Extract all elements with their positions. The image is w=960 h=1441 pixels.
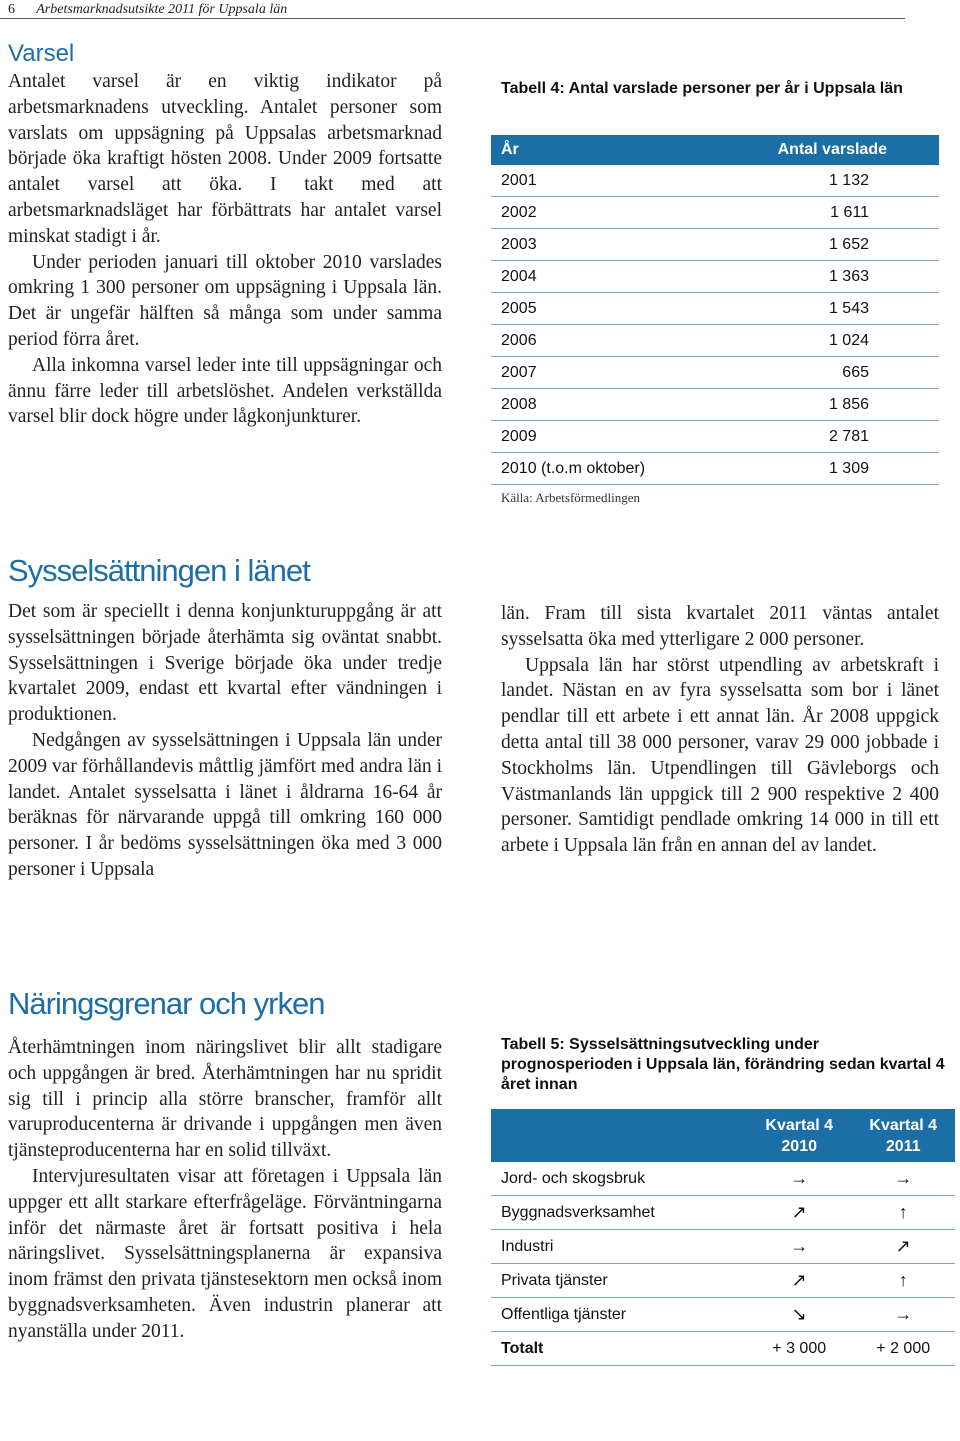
cell: 665 xyxy=(710,357,939,389)
cell: 2008 xyxy=(491,389,710,421)
syssel-right-text xyxy=(501,601,939,859)
naring-heading: Näringsgrenar och yrken xyxy=(8,986,325,1021)
page-number: 6 xyxy=(8,2,15,17)
cell: 2001 xyxy=(491,165,710,197)
cell: 1 856 xyxy=(710,389,939,421)
trend-icon: ↘ xyxy=(747,1298,851,1332)
table-row xyxy=(491,1298,955,1332)
cell: 2009 xyxy=(491,421,710,453)
trend-icon: ↗ xyxy=(851,1230,955,1264)
table-row xyxy=(491,293,939,325)
table-row xyxy=(491,389,939,421)
cell: Privata tjänster xyxy=(491,1264,747,1298)
cell: 2 781 xyxy=(710,421,939,453)
table-row xyxy=(491,325,939,357)
cell: 2002 xyxy=(491,197,710,229)
cell: 1 652 xyxy=(710,229,939,261)
table-row xyxy=(491,1162,955,1196)
cell: 1 309 xyxy=(710,453,939,485)
table4 xyxy=(491,135,939,485)
column-header xyxy=(491,1109,747,1162)
cell: 1 132 xyxy=(710,165,939,197)
table-row xyxy=(491,165,939,197)
cell: + 3 000 xyxy=(747,1332,851,1366)
table5 xyxy=(491,1109,955,1366)
table-row xyxy=(491,1230,955,1264)
running-title: Arbetsmarknadsutsikte 2011 för Uppsala län xyxy=(36,2,288,17)
table-header-row xyxy=(491,135,939,165)
table-row xyxy=(491,261,939,293)
paragraph: Uppsala län har störst utpendling av arbetskraft i landet. Nästan en av fyra sysselsatta som bor i länet pendlar till ett arbete i ett annat län. År 2008 uppgick detta antal till 38 000 personer, varav 29 000 jobbade i Stockholms län. Utpendlingen till Gävleborgs och Västmanlands län uppgick till 2 900 respektive 2 400 personer. Samtidigt pendlade omkring 14 000 in till ett arbete i Uppsala län från en annan del av landet. xyxy=(501,654,939,857)
table-row xyxy=(491,1264,955,1298)
cell: 2007 xyxy=(491,357,710,389)
table-header-row xyxy=(491,1109,955,1162)
table-total-row xyxy=(491,1332,955,1366)
column-header: Kvartal 4 2011 xyxy=(851,1109,955,1162)
paragraph: Återhämtningen inom näringslivet blir allt stadigare och uppgången är bred. Återhämtningen har nu spridit sig till i princip alla större branscher, framför allt varuproducenterna är drivande i uppgången men även tjänsteproducenterna har en solid tillväxt. xyxy=(8,1037,442,1162)
cell: Totalt xyxy=(491,1332,747,1366)
cell: 2010 (t.o.m oktober) xyxy=(491,453,710,485)
trend-icon: → xyxy=(851,1298,955,1332)
cell: 1 543 xyxy=(710,293,939,325)
paragraph: Nedgången av sysselsättningen i Uppsala län under 2009 var förhållandevis måttlig jämfört med andra län i landet. Antalet sysselsatta i länet i åldrarna 16-64 år beräknas för närvarande uppgå till omkring 160 000 personer. I år bedöms sysselsättningen öka med 3 000 personer i Uppsala xyxy=(8,729,442,880)
cell: 1 611 xyxy=(710,197,939,229)
table-row xyxy=(491,197,939,229)
table-row xyxy=(491,229,939,261)
syssel-heading: Sysselsättningen i länet xyxy=(8,553,310,588)
trend-icon: ↗ xyxy=(747,1264,851,1298)
cell: 1 024 xyxy=(710,325,939,357)
varsel-heading: Varsel xyxy=(8,40,75,67)
table5-caption: Tabell 5: Sysselsättningsutveckling under prognosperioden i Uppsala län, förändring sedan kvartal 4 året innan xyxy=(501,1036,945,1093)
paragraph: Intervjuresultaten visar att företagen i Uppsala län uppger ett allt starkare efterfrågeläge. Förväntningarna inför det närmaste året är fortsatt positiva i hela näringslivet. Sysselsättningsplanerna är expansiva inom främst den privata tjänstesektorn men också inom byggnadsverksamheten. Även industrin planerar att nyanställa under 2011. xyxy=(8,1165,442,1342)
paragraph: Antalet varsel är en viktig indikator på arbetsmarknadens utveckling. Antalet personer som varslats om uppsägning på Uppsalas arbetsmarknad började öka kraftigt hösten 2008. Under 2009 fortsatte antalet varsel att öka. I takt med att arbetsmarknadsläget har förbättrats har antalet varsel minskat stadigt i år. xyxy=(8,71,442,247)
trend-icon: → xyxy=(851,1162,955,1196)
table-row xyxy=(491,1196,955,1230)
cell: Byggnadsverksamhet xyxy=(491,1196,747,1230)
varsel-text xyxy=(8,69,442,430)
naring-text xyxy=(8,1035,442,1345)
column-header: Kvartal 4 2010 xyxy=(747,1109,851,1162)
trend-icon: ↑ xyxy=(851,1196,955,1230)
paragraph: Under perioden januari till oktober 2010 varslades omkring 1 300 personer om uppsägning i Uppsala län. Det är ungefär hälften så många som under samma period förra året. xyxy=(8,251,442,350)
header-rule xyxy=(0,18,905,19)
table-row xyxy=(491,453,939,485)
page-header xyxy=(8,2,287,18)
column-header: År xyxy=(491,135,710,165)
trend-icon: → xyxy=(747,1230,851,1264)
syssel-left-text xyxy=(8,599,442,883)
cell: 2004 xyxy=(491,261,710,293)
cell: 2005 xyxy=(491,293,710,325)
paragraph: län. Fram till sista kvartalet 2011 väntas antalet sysselsatta öka med ytterligare 2 000 personer. xyxy=(501,603,939,650)
table-row xyxy=(491,421,939,453)
column-header: Antal varslade xyxy=(710,135,939,165)
table4-source: Källa: Arbetsförmedlingen xyxy=(501,490,640,505)
cell: Offentliga tjänster xyxy=(491,1298,747,1332)
trend-icon: ↑ xyxy=(851,1264,955,1298)
table4-caption: Tabell 4: Antal varslade personer per år i Uppsala län xyxy=(501,80,903,97)
cell: + 2 000 xyxy=(851,1332,955,1366)
table-row xyxy=(491,357,939,389)
cell: 1 363 xyxy=(710,261,939,293)
cell: Jord- och skogsbruk xyxy=(491,1162,747,1196)
paragraph: Det som är speciellt i denna konjunkturuppgång är att sysselsättningen började återhämta sig oväntat snabbt. Sysselsättningen i Sverige började öka under tredje kvartalet 2009, endast ett kvartal efter vändningen i produktionen. xyxy=(8,601,442,726)
paragraph: Alla inkomna varsel leder inte till uppsägningar och ännu färre leder till arbetslöshet. Andelen verkställda varsel blir dock högre under lågkonjunkturer. xyxy=(8,354,442,428)
trend-icon: → xyxy=(747,1162,851,1196)
trend-icon: ↗ xyxy=(747,1196,851,1230)
cell: 2006 xyxy=(491,325,710,357)
cell: Industri xyxy=(491,1230,747,1264)
cell: 2003 xyxy=(491,229,710,261)
